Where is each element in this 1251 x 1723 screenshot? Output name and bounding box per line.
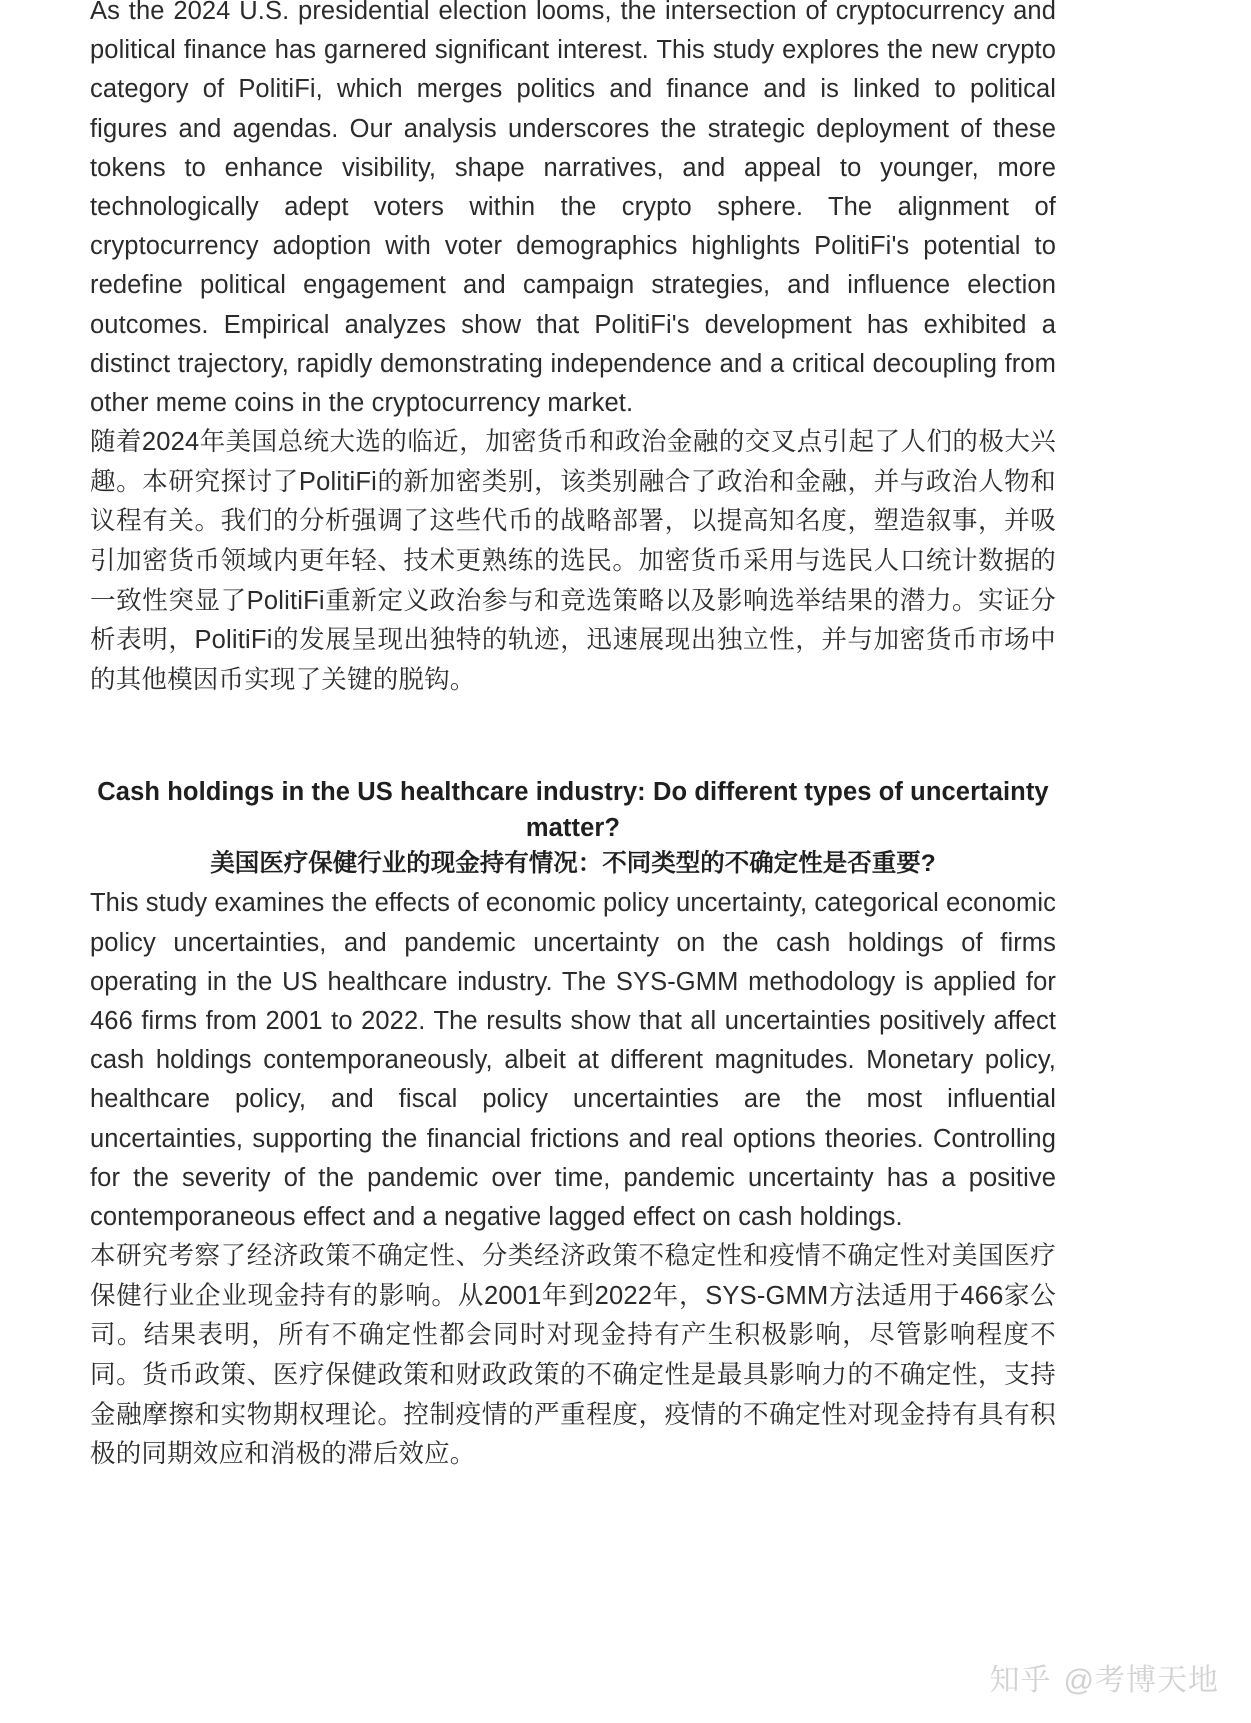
abstract-zh-politifi: 随着2024年美国总统大选的临近，加密货币和政治金融的交叉点引起了人们的极大兴趣。本研究探讨了PolitiFi的新加密类别，该类别融合了政治和金融，并与政治人物和议程有关。我们的分析强调了这些代币的战略部署，以提高知名度，塑造叙事，并吸引加密货币领域内更年轻、技术更熟练的选民。加密货币采用与选民人口统计数据的一致性突显了PolitiFi重新定义政治参与和竞选策略以及影响选举结果的潜力。实证分析表明，PolitiFi的发展呈现出独特的轨迹，迅速展现出独立性，并与加密货币市场中的其他模因币实现了关键的脱钩。 xyxy=(90,428,1056,694)
title-zh-cash-holdings: 美国医疗保健行业的现金持有情况：不同类型的不确定性是否重要? xyxy=(210,850,936,878)
section-spacer xyxy=(90,700,1056,774)
document-content xyxy=(90,0,1056,1475)
title-en-cash-holdings: Cash holdings in the US healthcare industry: Do different types of uncertainty matter? xyxy=(97,778,1049,843)
zhihu-handle: @考博天地 xyxy=(1063,1664,1219,1697)
abstract-zh-cash-holdings: 本研究考察了经济政策不确定性、分类经济政策不稳定性和疫情不确定性对美国医疗保健行业企业现金持有的影响。从2001年到2022年，SYS-GMM方法适用于466家公司。结果表明，所有不确定性都会同时对现金持有产生积极影响，尽管影响程度不同。货币政策、医疗保健政策和财政政策的不确定性是最具影响力的不确定性，支持金融摩擦和实物期权理论。控制疫情的严重程度，疫情的不确定性对现金持有具有积极的同期效应和消极的滞后效应。 xyxy=(90,1242,1056,1469)
abstract-en-cash-holdings: This study examines the effects of economic policy uncertainty, categorical economic policy uncertainties, and pandemic uncertainty on the cash holdings of firms operating in the US healthcare industry. The SYS-GMM methodology is applied for 466 firms from 2001 to 2022. The results show that all uncertainties positively affect cash holdings contemporaneously, albeit at different magnitudes. Monetary policy, healthcare policy, and fiscal policy uncertainties are the most influential uncertainties, supporting the financial frictions and real options theories. Controlling for the severity of the pandemic over time, pandemic uncertainty has a positive contemporaneous effect and a negative lagged effect on cash holdings. xyxy=(90,889,1056,1232)
zhihu-logo-icon: 知乎 xyxy=(989,1664,1052,1697)
abstract-en-politifi: As the 2024 U.S. presidential election looms, the intersection of cryptocurrency and political finance has garnered significant interest. This study explores the new crypto category of PolitiFi, which merges politics and finance and is linked to political figures and agendas. Our analysis underscores the strategic deployment of these tokens to enhance visibility, shape narratives, and appeal to younger, more technologically adept voters within the crypto sphere. The alignment of cryptocurrency adoption with voter demographics highlights PolitiFi's potential to redefine political engagement and campaign strategies, and influence election outcomes. Empirical analyzes show that PolitiFi's development has exhibited a distinct trajectory, rapidly demonstrating independence and a critical decoupling from other meme coins in the cryptocurrency market. xyxy=(90,0,1056,418)
zhihu-watermark xyxy=(990,1655,1219,1699)
